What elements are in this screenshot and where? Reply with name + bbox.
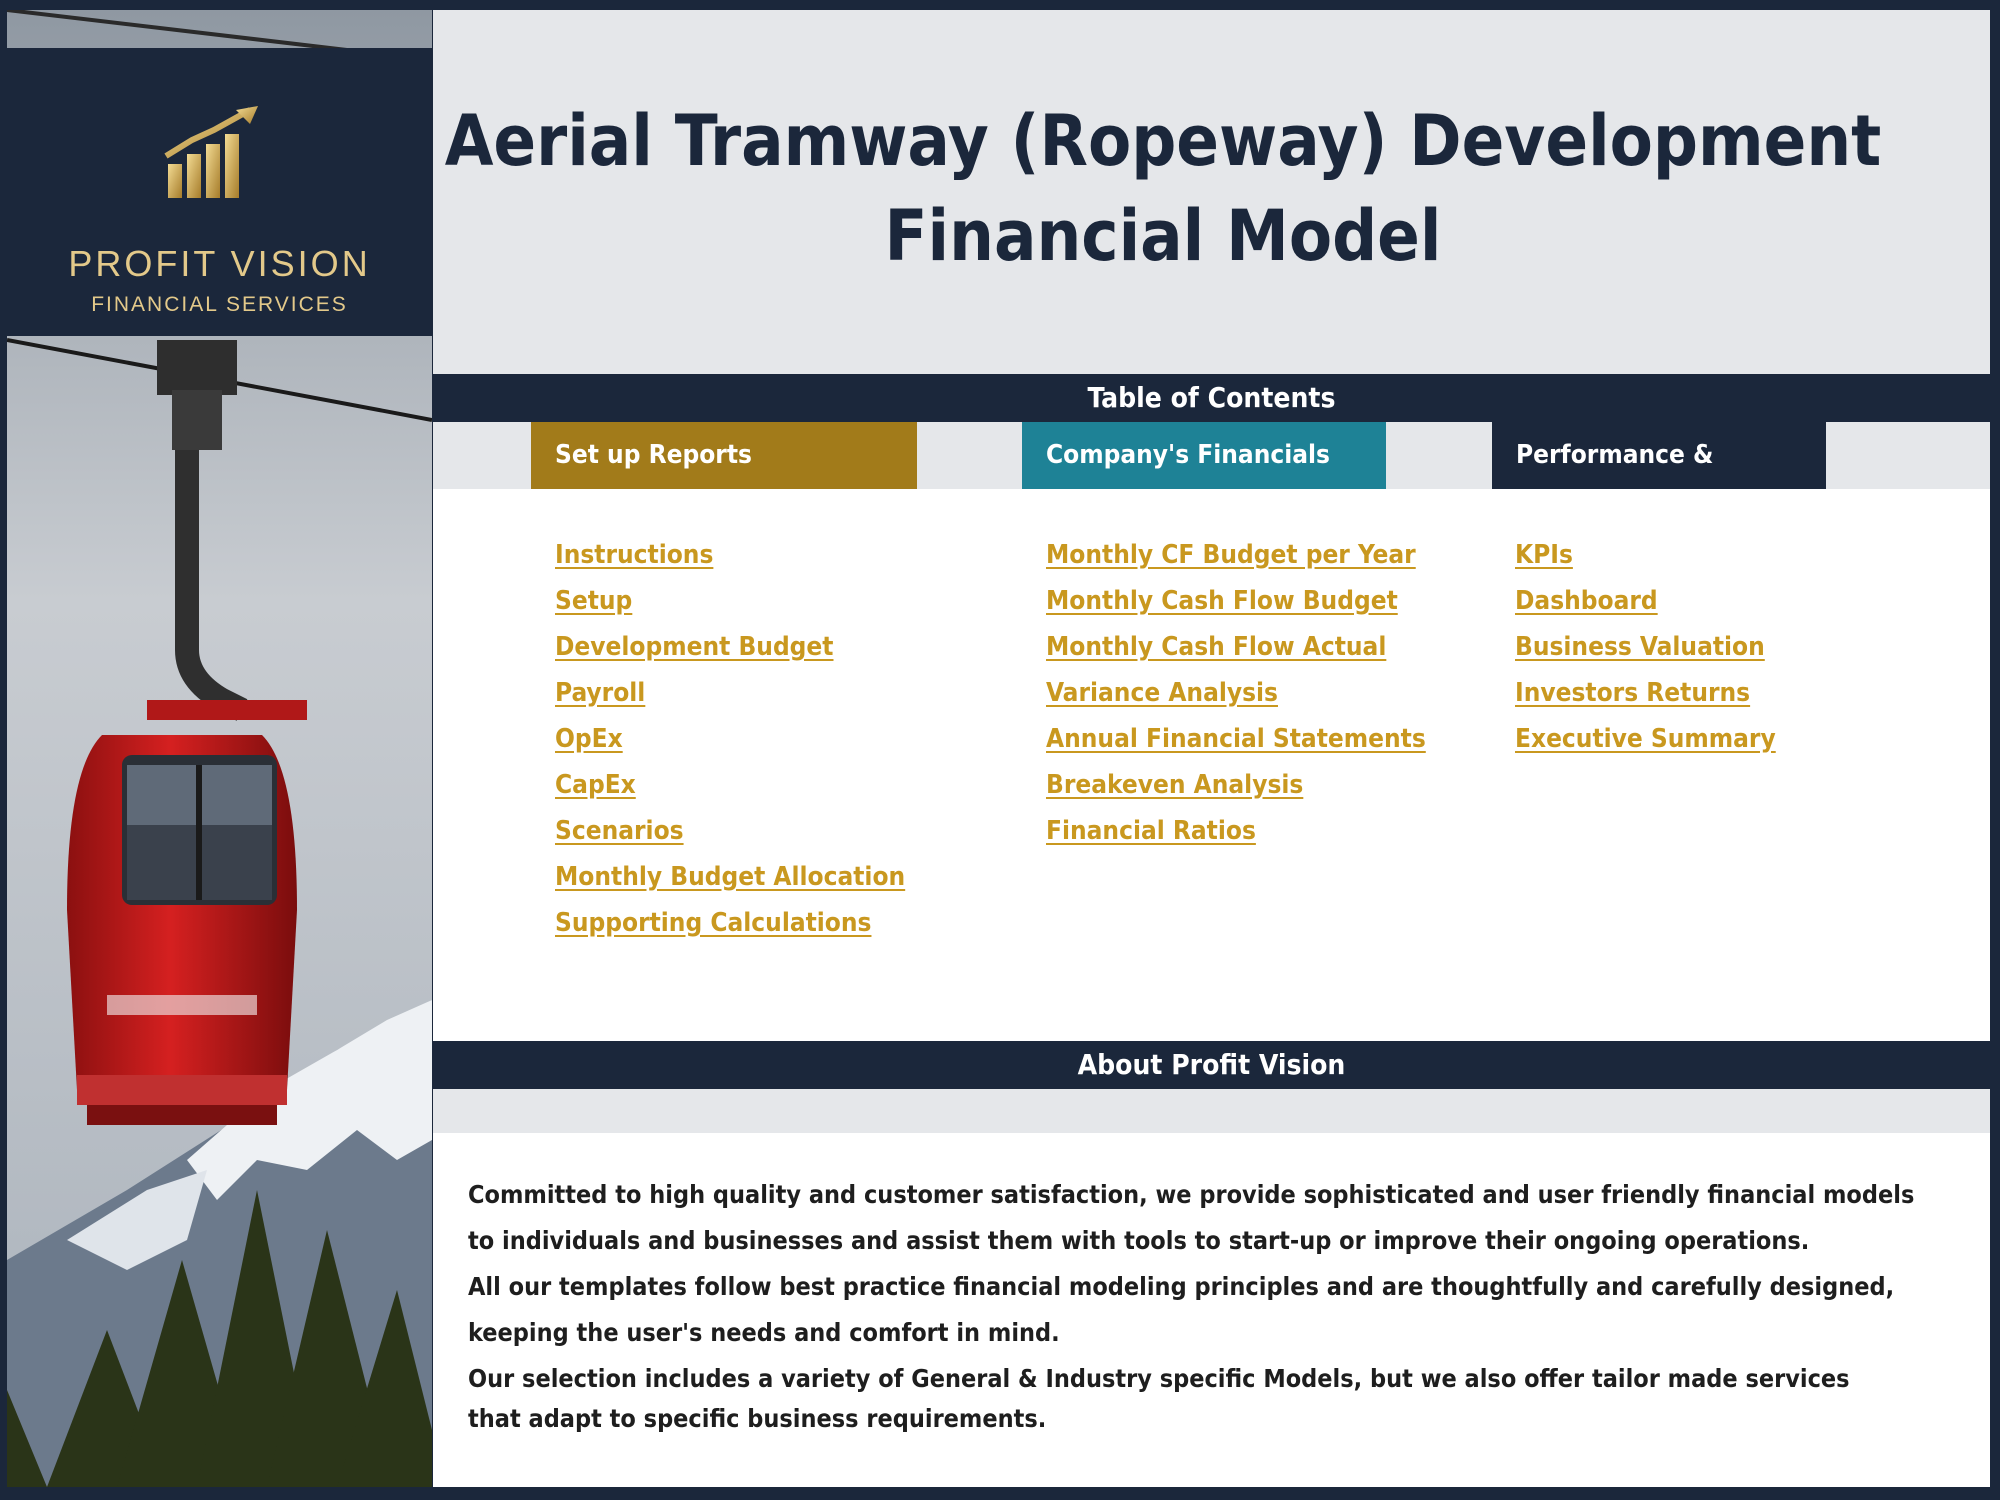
link-business-valuation[interactable]: Business Valuation	[1515, 632, 1765, 662]
about-line: that adapt to specific business requirements.	[468, 1404, 1047, 1433]
link-instructions[interactable]: Instructions	[555, 540, 714, 570]
link-executive-summary[interactable]: Executive Summary	[1515, 724, 1776, 754]
about-paragraph	[468, 1180, 1938, 1450]
about-line: All our templates follow best practice financial modeling principles and are thoughtfully and carefully designed,	[468, 1272, 1895, 1301]
link-dashboard[interactable]: Dashboard	[1515, 586, 1658, 616]
company-financials-links	[1046, 540, 1426, 862]
about-strip	[433, 1089, 1990, 1133]
page-subtitle: Financial Model	[884, 195, 1442, 277]
link-monthly-budget-allocation[interactable]: Monthly Budget Allocation	[555, 862, 906, 892]
toc-heading: Table of Contents	[433, 374, 1990, 422]
link-scenarios[interactable]: Scenarios	[555, 816, 684, 846]
link-payroll[interactable]: Payroll	[555, 678, 646, 708]
brand-tagline: FINANCIAL SERVICES	[91, 293, 348, 316]
link-variance-analysis[interactable]: Variance Analysis	[1046, 678, 1278, 708]
brand-name: PROFIT VISION	[68, 243, 371, 284]
link-monthly-cash-flow-actual[interactable]: Monthly Cash Flow Actual	[1046, 632, 1387, 662]
link-breakeven-analysis[interactable]: Breakeven Analysis	[1046, 770, 1304, 800]
link-annual-financial-statements[interactable]: Annual Financial Statements	[1046, 724, 1426, 754]
bar-chart-arrow-icon	[162, 106, 262, 198]
link-kpis[interactable]: KPIs	[1515, 540, 1573, 570]
link-capex[interactable]: CapEx	[555, 770, 636, 800]
title-area	[433, 10, 1990, 374]
left-panel	[7, 10, 432, 1487]
about-line: to individuals and businesses and assist them with tools to start-up or improve their ongoing operations.	[468, 1226, 1810, 1255]
logo-box	[7, 48, 432, 336]
tab-performance-valuation: Performance & Valuation	[1492, 422, 1826, 489]
link-financial-ratios[interactable]: Financial Ratios	[1046, 816, 1256, 846]
tab-setup-reports: Set up Reports	[531, 422, 917, 489]
about-line: Committed to high quality and customer satisfaction, we provide sophisticated and user friendly financial models	[468, 1180, 1915, 1209]
about-heading: About Profit Vision	[433, 1041, 1990, 1089]
link-supporting-calculations[interactable]: Supporting Calculations	[555, 908, 872, 938]
link-setup[interactable]: Setup	[555, 586, 633, 616]
about-line: keeping the user's needs and comfort in mind.	[468, 1318, 1060, 1347]
about-line: Our selection includes a variety of General & Industry specific Models, but we also offer tailor made services	[468, 1364, 1850, 1393]
tab-company-financials: Company's Financials	[1022, 422, 1386, 489]
link-monthly-cf-budget-per-year[interactable]: Monthly CF Budget per Year	[1046, 540, 1416, 570]
link-monthly-cash-flow-budget[interactable]: Monthly Cash Flow Budget	[1046, 586, 1398, 616]
link-opex[interactable]: OpEx	[555, 724, 623, 754]
right-panel	[433, 10, 1990, 1487]
link-development-budget[interactable]: Development Budget	[555, 632, 834, 662]
setup-reports-links	[555, 540, 905, 954]
page-title: Aerial Tramway (Ropeway) Development	[444, 100, 1882, 182]
link-investors-returns[interactable]: Investors Returns	[1515, 678, 1751, 708]
performance-valuation-links	[1515, 540, 1776, 770]
